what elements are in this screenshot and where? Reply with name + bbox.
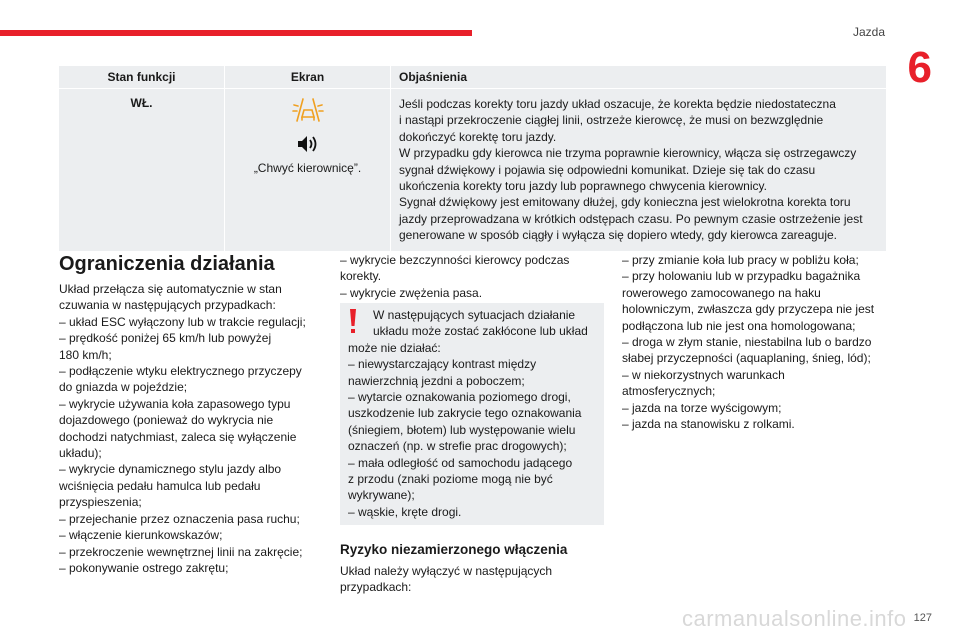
text-line: – pokonywanie ostrego zakrętu; [59, 560, 229, 575]
warning-line: uszkodzenie lub zakrycie tego oznakowania [348, 406, 582, 421]
text-line: – wykrycie używania koła zapasowego typu [59, 396, 291, 411]
explanation-line: jazdy przeprowadzana w krótkich odstępach czasu. Po pewnym czasie ostrzeżenie jest [399, 211, 863, 226]
text-line: – przy holowaniu lub w przypadku bagażnika [622, 269, 861, 284]
watermark: carmanualsonline.info [682, 606, 907, 631]
text-line: dochodzi natychmiast, zaleca się wyłączenie [59, 429, 297, 444]
text-line: atmosferycznych; [622, 384, 716, 399]
warning-line: oznaczeń (np. w strefie prac drogowych); [348, 439, 567, 454]
chapter-number: 6 [907, 43, 932, 92]
explanation-line: Sygnał dźwiękowy jest emitowany dłużej, gdy konieczna jest wielokrotna korekta toru [399, 195, 851, 210]
text-line: – podłączenie wtyku elektrycznego przyczepy [59, 364, 302, 379]
table-header-explanation: Objaśnienia [390, 66, 886, 88]
warning-line: (śniegiem, błotem) lub występowanie wielu [348, 422, 576, 437]
warning-line: nawierzchnią jezdni a poboczem; [348, 373, 525, 388]
text-line: – wykrycie dynamicznego stylu jazdy albo [59, 462, 282, 477]
lane-warning-icon [291, 95, 325, 123]
warning-line: – niewystarczający kontrast między [348, 357, 537, 372]
table-cell-explanation [390, 89, 886, 251]
explanation-line: sygnał dźwiękowy i pojawia się odpowiedni komunikat. Dzieje się tak do czasu [399, 162, 816, 177]
warning-line: – wąskie, kręte drogi. [348, 504, 462, 519]
text-line: czuwania w następujących przypadkach: [59, 298, 276, 313]
chapter-title: Jazda [852, 25, 885, 39]
text-line: – wykrycie bezczynności kierowcy podczas [340, 253, 570, 267]
table-cell-screen [224, 89, 390, 251]
text-line: Układ należy wyłączyć w następujących [340, 564, 553, 578]
column-right [622, 252, 884, 432]
table-header-screen: Ekran [224, 66, 390, 88]
function-table [59, 66, 886, 251]
warning-line: układu może zostać zakłócone lub układ [373, 324, 588, 339]
section-title: Ograniczenia działania [59, 253, 275, 275]
text-line: Układ przełącza się automatycznie w stan [59, 282, 282, 296]
text-line: 180 km/h; [59, 347, 112, 362]
text-line: – droga w złym stanie, niestabilna lub o bardzo [622, 335, 872, 350]
chapter-red-bar [0, 30, 472, 36]
explanation-line: generowane w sposób ciągły i wyłącza się dopiero wtedy, gdy kierowca zareaguje. [399, 228, 838, 243]
explanation-line: W przypadku gdy kierowca nie trzyma poprawnie kierownicy, włącza się ostrzegawczy [399, 146, 857, 161]
table-header-row [59, 66, 886, 89]
table-cell-state: WŁ. [130, 96, 153, 110]
warning-line: – wytarcie oznakowania poziomego drogi, [348, 390, 571, 405]
subsection-text [340, 563, 602, 596]
text-line: – przejechanie przez oznaczenia pasa ruchu; [59, 511, 300, 526]
column-left [59, 281, 314, 576]
text-line: – układ ESC wyłączony lub w trakcie regulacji; [59, 314, 306, 329]
warning-line: może nie działać: [348, 340, 441, 355]
text-line: słabej przyczepności (aquaplaning, śnieg, lód); [622, 351, 871, 366]
text-line: dojazdowego (ponieważ do wykrycia nie [59, 413, 274, 428]
text-line: – jazda na torze wyścigowym; [622, 400, 782, 415]
text-line: układu); [59, 446, 102, 461]
text-line: – wykrycie zwężenia pasa. [340, 285, 483, 300]
text-line: – prędkość poniżej 65 km/h lub powyżej [59, 331, 272, 346]
warning-box [340, 303, 604, 525]
speaker-icon [295, 133, 321, 155]
warning-line: – mała odległość od samochodu jadącego [348, 455, 573, 470]
explanation-line: i nastąpi przekroczenie ciągłej linii, ostrzeże kierowcę, że musi on bezwzględnie [399, 113, 824, 128]
text-line: podłączona lub nie jest ona homologowana; [622, 318, 856, 333]
warning-line: wykrywane); [348, 488, 415, 503]
explanation-line: Jeśli podczas korekty toru jazdy układ oszacuje, że korekta będzie niedostateczna [399, 97, 836, 111]
text-line: rowerowego zamocowanego na haku [622, 285, 821, 300]
table-header-state: Stan funkcji [107, 70, 176, 84]
text-line: holowniczym, zwłaszcza gdy przyczepa nie jest [622, 302, 875, 317]
text-line: – przekroczenie wewnętrznej linii na zakręcie; [59, 544, 303, 559]
text-line: korekty. [340, 269, 382, 284]
warning-line: z przodu (znaki poziome mogą nie być [348, 472, 553, 487]
screen-caption: „Chwyć kierownicę”. [253, 161, 362, 175]
explanation-line: dokończyć korektę toru jazdy. [399, 129, 557, 144]
text-line: – włączenie kierunkowskazów; [59, 528, 223, 543]
subsection-title: Ryzyko niezamierzonego włączenia [340, 542, 568, 557]
text-line: – jazda na stanowisku z rolkami. [622, 417, 795, 432]
text-line: przyspieszenia; [59, 495, 142, 510]
text-line: – przy zmianie koła lub pracy w pobliżu koła; [622, 253, 859, 267]
text-line: – w niekorzystnych warunkach [622, 367, 785, 382]
text-line: przypadkach: [340, 580, 412, 595]
text-line: do gniazda w pojeździe; [59, 380, 188, 395]
text-line: wciśnięcia pedału hamulca lub pedału [59, 478, 261, 493]
column-middle [340, 252, 602, 301]
table-row [59, 89, 886, 251]
explanation-line: ukończenia korekty toru jazdy lub poprawnego chwycenia kierownicy. [399, 179, 767, 194]
page-number: 127 [913, 612, 932, 624]
warning-line: W następujących sytuacjach działanie [373, 308, 576, 322]
